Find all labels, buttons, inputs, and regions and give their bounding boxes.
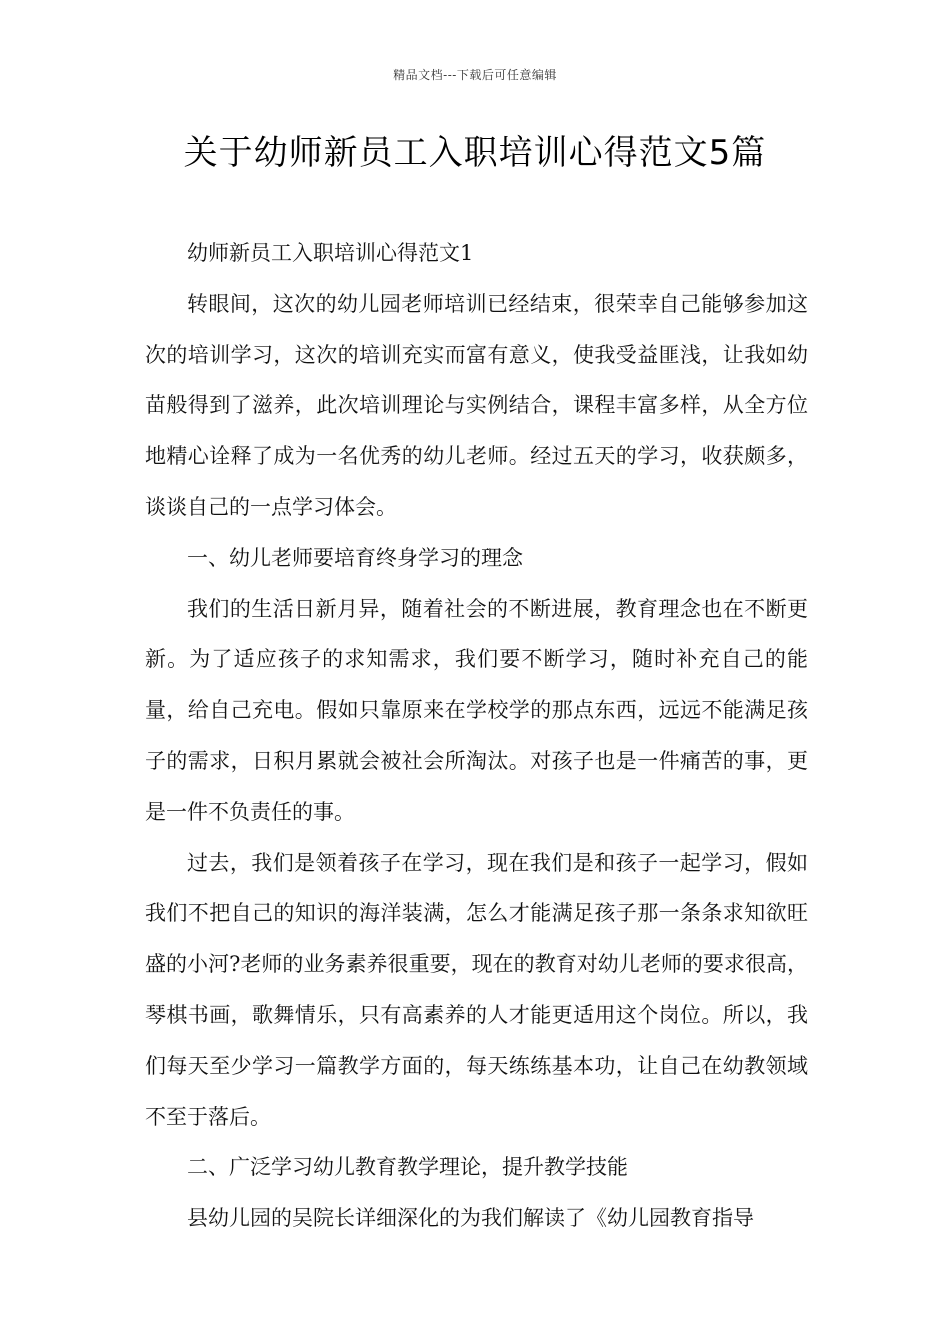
document-title: 关于幼师新员工入职培训心得范文5篇: [183, 133, 767, 173]
document-body: [145, 228, 808, 1244]
subheading-essay-1: 幼师新员工入职培训心得范文1: [187, 241, 474, 265]
header-note: 精品文档---下载后可任意编辑: [393, 68, 557, 82]
paragraph: 县幼儿园的吴院长详细深化的为我们解读了《幼儿园教育指导: [187, 1206, 754, 1231]
section-heading-1: 一、幼儿老师要培育终身学习的理念: [187, 545, 523, 570]
section-heading-2: 二、广泛学习幼儿教育教学理论，提升教学技能: [187, 1155, 628, 1180]
paragraph: 转眼间，这次的幼儿园老师培训已经结束，很荣幸自己能够参加这次的培训学习，这次的培训充实而富有意义，使我受益匪浅，让我如幼苗般得到了滋养，此次培训理论与实例结合，课程丰富多样，从全方位地精心诠释了成为一名优秀的幼儿老师。经过五天的学习，收获颇多，谈谈自己的一点学习体会。: [145, 291, 808, 519]
paragraph: 我们的生活日新月异，随着社会的不断进展，教育理念也在不断更新。为了适应孩子的求知需求，我们要不断学习，随时补充自己的能量，给自己充电。假如只靠原来在学校学的那点东西，远远不能满足孩子的需求，日积月累就会被社会所淘汰。对孩子也是一件痛苦的事，更是一件不负责任的事。: [145, 596, 808, 824]
paragraph: 过去，我们是领着孩子在学习，现在我们是和孩子一起学习，假如我们不把自己的知识的海洋装满，怎么才能满足孩子那一条条求知欲旺盛的小河?老师的业务素养很重要，现在的教育对幼儿老师的要求很高，琴棋书画，歌舞情乐，只有高素养的人才能更适用这个岗位。所以，我们每天至少学习一篇教学方面的，每天练练基本功，让自己在幼教领域不至于落后。: [145, 850, 808, 1129]
